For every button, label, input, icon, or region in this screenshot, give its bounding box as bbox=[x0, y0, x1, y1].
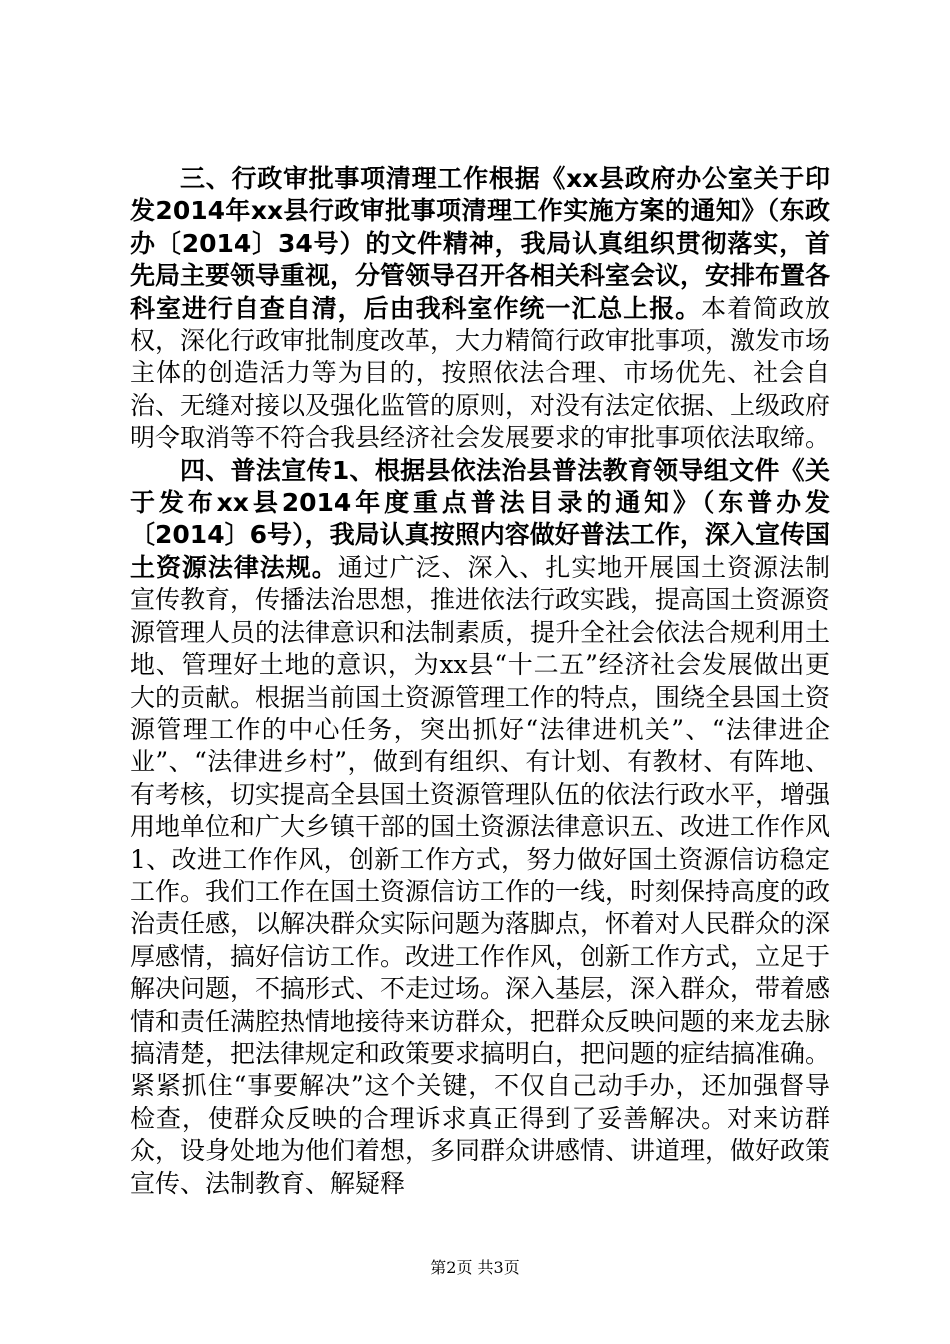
paragraph-body-text: 本着简政放权，深化行政审批制度改革，大力精简行政审批事项，激发市场主体的创造活力等为目的，按照依法合理、市场优先、社会自治、无缝对接以及强化监管的原则，对没有法定依据、上级政府明令取消等不符合我县经济社会发展要求的审批事项依法取缔。 bbox=[130, 293, 831, 453]
document-body bbox=[130, 163, 830, 1200]
paragraph-lead-text: 三、行政审批事项清理工作根据《xx县政府办公室关于印发2014年xx县行政审批事项清理工作实施方案的通知》（东政办〔2014〕34号）的文件精神，我局认真组织贯彻落实，首先局主要领导重视，分管领导召开各相关科室会议，安排布置各科室进行自查自清，后由我科室作统一汇总上报。 bbox=[130, 164, 831, 323]
page-number-footer: 第2页 共3页 bbox=[430, 1258, 520, 1277]
paragraph-section-3 bbox=[130, 163, 830, 455]
paragraph-lead-text: 四、普法宣传1、根据县依法治县普法教育领导组文件《关于发布xx县2014年度重点普法目录的通知》（东普办发〔2014〕6号），我局认真按照内容做好普法工作，深入宣传国土资源法律法规。 bbox=[130, 455, 830, 582]
paragraph-body-text: 通过广泛、深入、扎实地开展国土资源法制宣传教育，传播法治思想，推进依法行政实践，提高国土资源资源管理人员的法律意识和法制素质，提升全社会依法合规利用土地、管理好土地的意识，为xx县“十二五”经济社会发展做出更大的贡献。根据当前国土资源管理工作的特点，围绕全县国土资源管理工作的中心任务，突出抓好“法律进机关”、“法律进企业”、“法律进乡村”，做到有组织、有计划、有教材、有阵地、有考核，切实提高全县国土资源管理队伍的依法行政水平，增强用地单位和广大乡镇干部的国土资源法律意识五、改进工作作风1、改进工作作风，创新工作方式，努力做好国土资源信访稳定工作。我们工作在国土资源信访工作的一线，时刻保持高度的政治责任感，以解决群众实际问题为落脚点，怀着对人民群众的深厚感情，搞好信访工作。改进工作作风，创新工作方式，立足于解决问题，不搞形式、不走过场。深入基层，深入群众，带着感情和责任满腔热情地接待来访群众，把群众反映问题的来龙去脉搞清楚，把法律规定和政策要求搞明白，把问题的症结搞准确。紧紧抓住“事要解决”这个关键，不仅自己动手办，还加强督导检查，使群众反映的合理诉求真正得到了妥善解决。对来访群众，设身处地为他们着想，多同群众讲感情、讲道理，做好政策宣传、法制教育、解疑释 bbox=[130, 552, 831, 1198]
paragraph-section-4 bbox=[130, 455, 830, 1200]
